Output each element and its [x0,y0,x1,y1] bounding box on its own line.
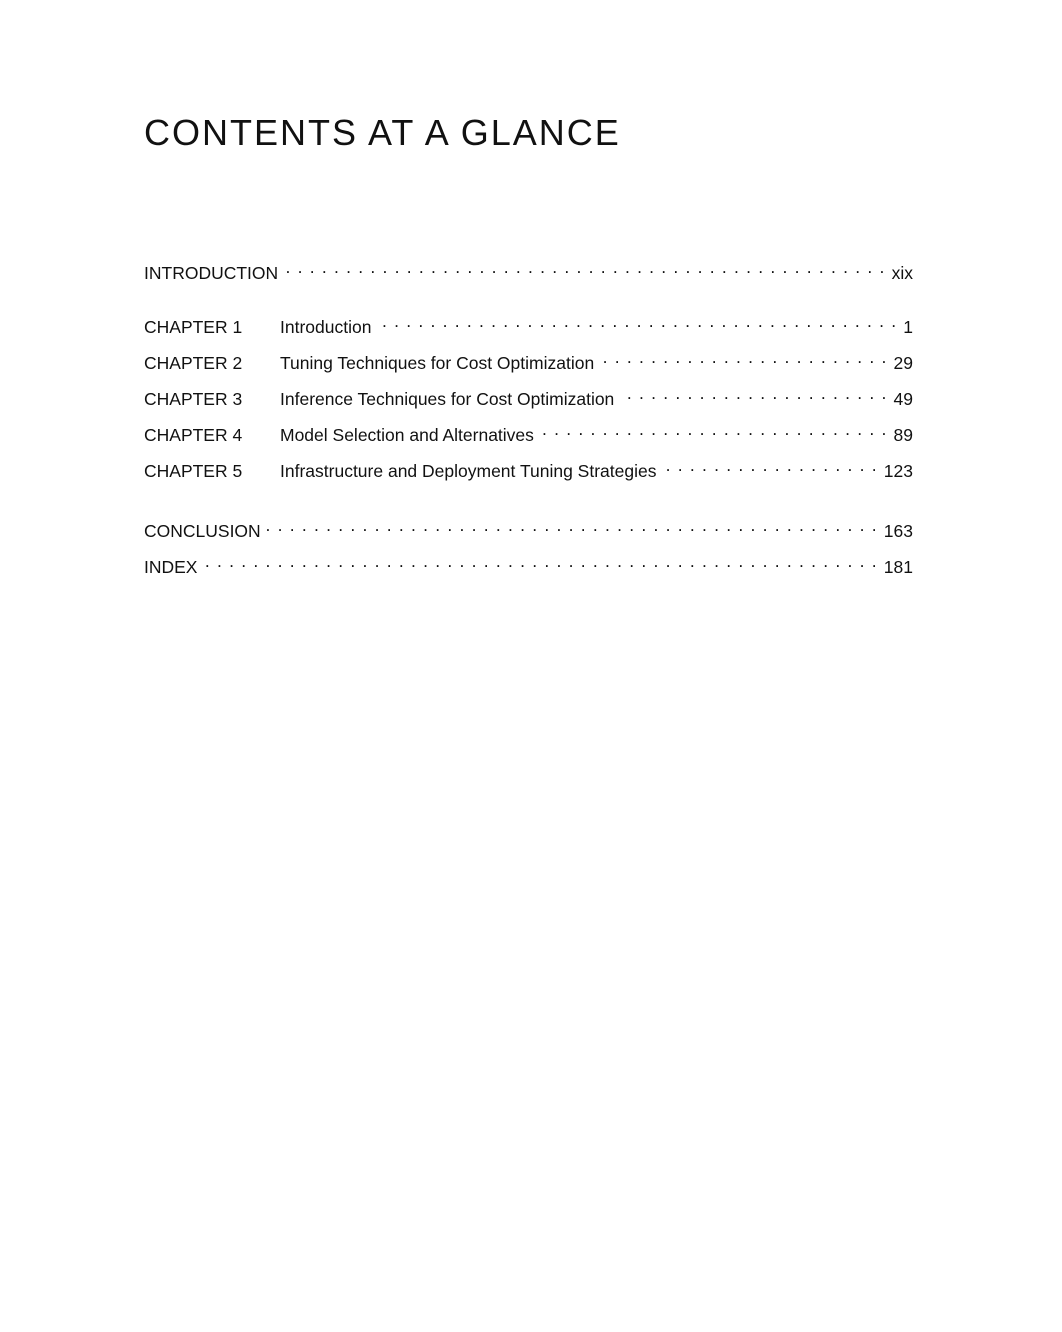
chapter-number: CHAPTER 2 [144,353,243,373]
dot-leader [267,513,878,537]
toc-entry-chapter-2[interactable] [144,345,913,373]
toc-entry-chapter-3[interactable] [144,381,913,409]
chapter-title: Inference Techniques for Cost Optimization [280,389,615,409]
toc-entry-page: 181 [883,557,913,577]
toc-entry-chapter-4[interactable] [144,417,913,445]
toc-entry-chapter-1[interactable] [144,309,913,337]
toc-entry-chapter-5[interactable] [144,453,913,481]
toc-entry-label: CONCLUSION [144,521,261,541]
dot-leader [284,255,885,279]
chapter-number: CHAPTER 3 [144,389,243,409]
toc-entry-page: 89 [893,425,913,445]
dot-leader [540,417,888,441]
chapter-number: CHAPTER 5 [144,461,243,481]
toc-entry-page: 29 [893,353,913,373]
page-title: CONTENTS AT A GLANCE [144,112,621,153]
dot-leader [662,453,877,477]
dot-leader [600,345,887,369]
toc-entry-index[interactable] [144,549,913,577]
chapter-title: Introduction [280,317,372,337]
dot-leader [377,309,897,333]
dot-leader [203,549,877,573]
toc-entry-label: INDEX [144,557,198,577]
chapter-title: Tuning Techniques for Cost Optimization [280,353,595,373]
chapter-number: CHAPTER 4 [144,425,243,445]
toc-entry-page: 163 [883,521,913,541]
toc-entry-page: 49 [893,389,913,409]
chapter-title: Infrastructure and Deployment Tuning Strategies [280,461,657,481]
dot-leader [620,381,887,405]
toc-entry-introduction[interactable] [144,255,913,283]
toc-entry-page: xix [891,263,913,283]
chapter-number: CHAPTER 1 [144,317,243,337]
toc-entry-page: 1 [903,317,913,337]
chapter-title: Model Selection and Alternatives [280,425,534,445]
toc-entry-label: INTRODUCTION [144,263,279,283]
toc-entry-conclusion[interactable] [144,513,913,541]
toc-entry-page: 123 [883,461,913,481]
